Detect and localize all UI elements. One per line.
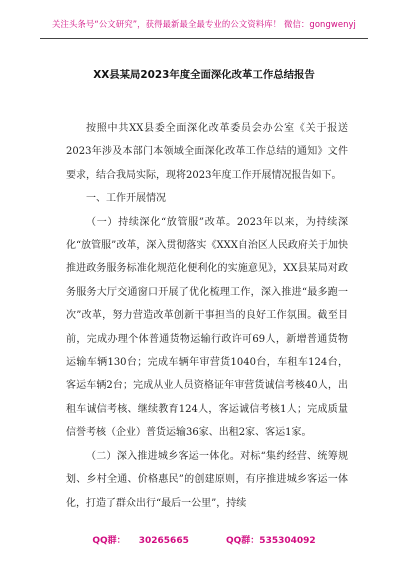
header-divider [40,38,368,39]
paragraph-fangguanfu: （一）持续深化“放管服”改革。2023年以来，为持续深化“放管服”改革，深入贯彻落实《XXX自治区人民政府关于加快推进政务服务标准化规范化便利化的实施意见》，XX县某局对政务服务大厅交通窗口开展了优化梳理工作，深入推进“最多跑一次”改革，努力营造改革创新干事担当的良好工作氛围。截至目前，完成办理个体普通货物运输行政许可69人，新增普通货物运输车辆130台；完成车辆年审营货1040台，车租车124台，客运车辆2台；完成从业人员资格证年审营货诚信考核40人，出租车诚信考核、继续教育124人，客运诚信考核1人；完成质量信誉考核（企业）普货运输36家、出租2家、客运1家。 [66,216,348,439]
intro-paragraph: 按照中共XX县委全面深化改革委员会办公室《关于报送2023年涉及本部门本领域全面深化改革工作总结的通知》文件要求，结合我局实际，现将2023年度工作开展情况报告如下。 [66,123,348,181]
page-header-promo: 关注头条号“公文研究”，获得最新最全最专业的公文资料库！ 微信：gongwenyj [52,19,356,29]
document-body [66,117,348,515]
footer-qq-group-1: QQ群： 30265665 [92,536,189,546]
paragraph-chengxiang-keyun: （二）深入推进城乡客运一体化。对标“集约经营、统筹规划、乡村全通、价格惠民”的创建原则，有序推进城乡客运一体化，打造了群众出行“最后一公里”，持续 [66,450,348,509]
document-title: XX县某局2023年度全面深化改革工作总结报告 [93,69,315,81]
page-footer [0,533,408,546]
section-heading: 一、工作开展情况 [86,193,166,205]
footer-qq-group-2: QQ群：535304092 [226,536,316,546]
